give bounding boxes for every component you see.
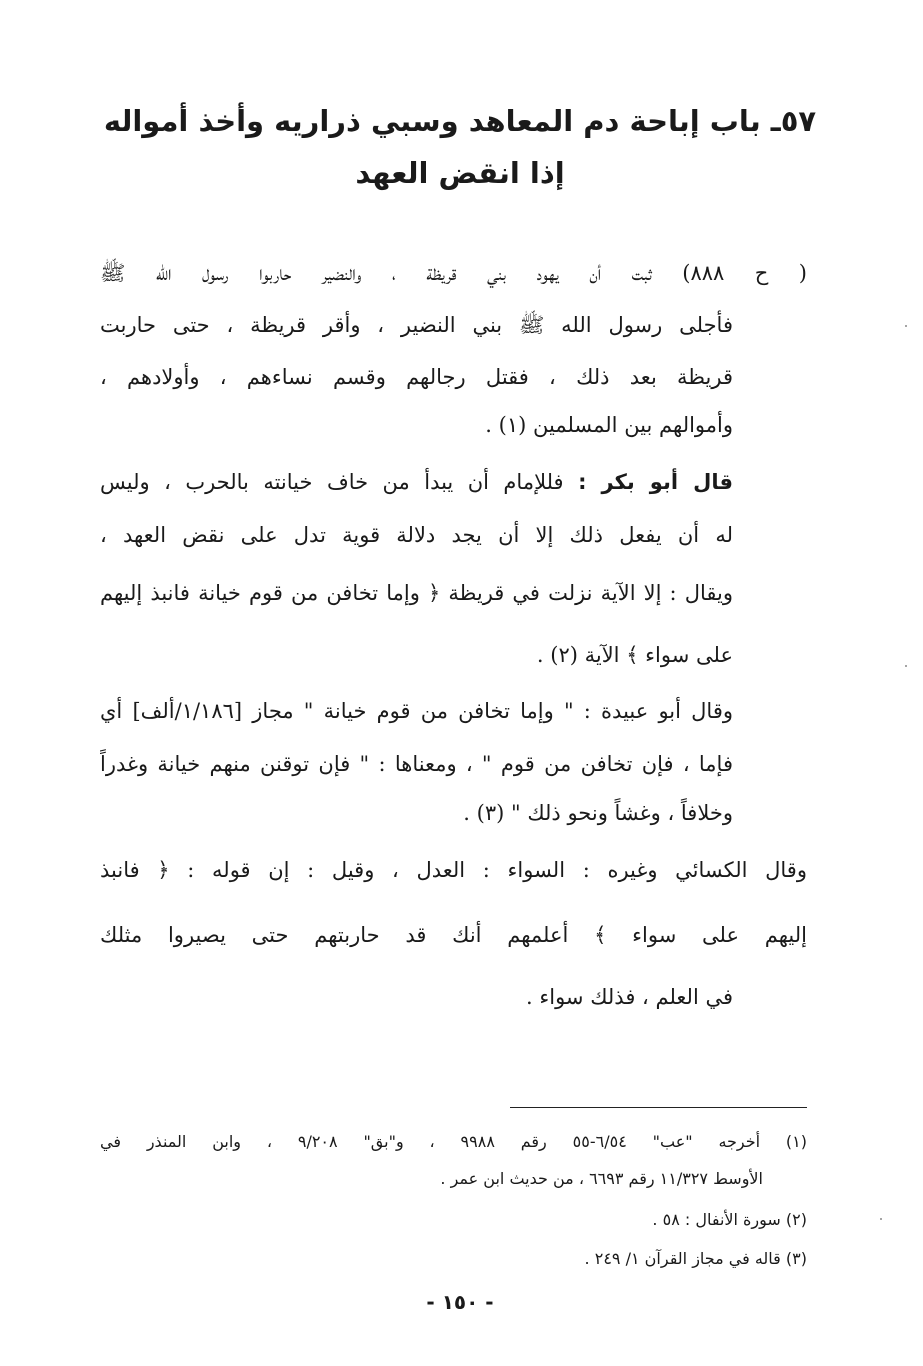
- para1-line-1: [100, 465, 733, 499]
- para1-speaker: قال أبو بكر :: [578, 470, 733, 494]
- page-number: - ١٥٠ -: [426, 1290, 494, 1314]
- para1-line-2: له أن يفعل ذلك إلا أن يجد دلالة قوية تدل على نقض العهد ،: [100, 523, 733, 547]
- chapter-title-line-1: ٥٧ـ باب إباحة دم المعاهد وسبي ذراريه وأخذ أمواله: [103, 104, 817, 138]
- hadith-line-2: فأجلى رسول الله ﷺ بني النضير ، وأقر قريظة ، حتى حاربت: [100, 313, 733, 337]
- para1-line-3: ويقال : إلا الآية نزلت في قريظة ﴿ وإما تخافن من قوم خيانة فانبذ إليهم: [100, 581, 733, 605]
- para3-line-1: وقال الكسائي وغيره : السواء : العدل ، وقيل : إن قوله : ﴿ فانبذ: [100, 858, 807, 882]
- para3-line-3: في العلم ، فذلك سواء .: [526, 985, 733, 1009]
- hadith-line-3: قريظة بعد ذلك ، فقتل رجالهم وقسم نساءهم ، وأولادهم ،: [100, 365, 733, 389]
- hadith-line-1: ( ح ٨٨٨) ثبت أن يهود بني قريظة ، والنضير حاربوا رسول الله ﷺ: [100, 261, 807, 285]
- hadith-line-4: وأموالهم بين المسلمين (١) .: [485, 413, 733, 437]
- para3-line-2: إليهم على سواء ﴾ أعلمهم أنك قد حاربتهم حتى يصيروا مثلك: [100, 923, 807, 947]
- scan-speck: [880, 1218, 882, 1220]
- footnote-divider: [510, 1107, 807, 1108]
- para1-line-4: على سواء ﴾ الآية (٢) .: [536, 643, 733, 667]
- footnote-3: (٣) قاله في مجاز القرآن ١/ ٢٤٩ .: [584, 1249, 807, 1268]
- scan-speck: [905, 325, 907, 327]
- para2-line-3: وخلافاً ، وغشاً ونحو ذلك " (٣) .: [463, 801, 733, 825]
- chapter-title-line-2: إذا انقض العهد: [355, 156, 565, 190]
- footnote-2: (٢) سورة الأنفال : ٥٨ .: [652, 1210, 807, 1229]
- scan-speck: [905, 665, 907, 667]
- para2-line-2: فإما ، فإن تخافن من قوم " ، ومعناها : " فإن توقنن منهم خيانة وغدراً: [100, 752, 733, 776]
- footnote-1-line-2: الأوسط ١١/٣٢٧ رقم ٦٦٩٣ ، من حديث ابن عمر .: [440, 1169, 763, 1188]
- para2-line-1: وقال أبو عبيدة : " وإما تخافن من قوم خيانة " مجاز [١/١٨٦/ألف] أي: [100, 699, 733, 723]
- footnote-1-line-1: (١) أخرجه "عب" ٦/٥٤-٥٥ رقم ٩٩٨٨ ، و"بق" ٩/٢٠٨ ، وابن المنذر في: [100, 1132, 807, 1151]
- para1-line-1-text: فللإمام أن يبدأ من خاف خيانته بالحرب ، وليس: [100, 470, 564, 494]
